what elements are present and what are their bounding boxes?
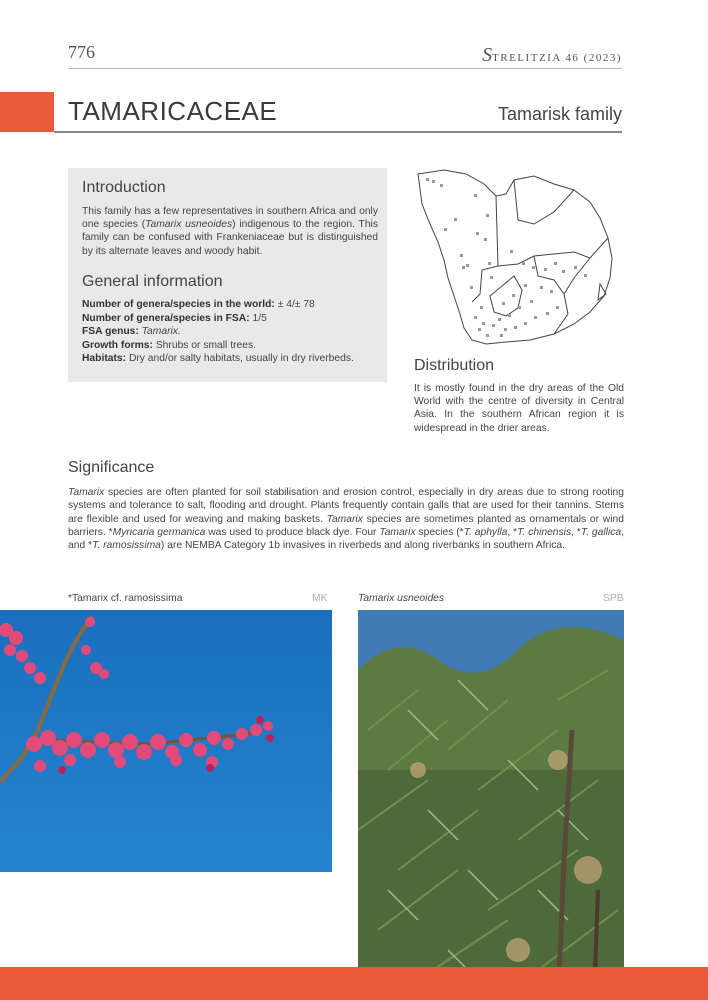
info-growth: Growth forms: Shrubs or small trees.	[82, 339, 256, 351]
tamarix-ramosissima-photo	[0, 610, 332, 872]
distribution-heading: Distribution	[414, 357, 495, 374]
general-info-heading: General information	[82, 273, 223, 290]
introduction-heading: Introduction	[82, 179, 166, 196]
family-title: TAMARICACEAE	[68, 96, 278, 126]
tamarix-usneoides-photo	[358, 610, 624, 1000]
distribution-text: It is mostly found in the dry areas of the Old World with the centre of diversity in Central Asia. In the southern African region it is widespread in the drier areas.	[414, 383, 624, 434]
general-info-list	[82, 298, 378, 366]
info-fsa: Number of genera/species in FSA: 1/5	[82, 312, 267, 324]
title-accent-block	[0, 92, 54, 132]
page-number: 776	[68, 42, 95, 62]
common-name: Tamarisk family	[497, 104, 622, 124]
journal-initial: S	[482, 44, 493, 66]
journal-issue: 46 (2023)	[565, 52, 622, 64]
photo-caption-1: *Tamarix cf. ramosissima	[68, 593, 183, 604]
info-genus: FSA genus: Tamarix.	[82, 326, 181, 338]
species-name: Tamarix usneoides	[145, 219, 233, 231]
journal-name	[482, 44, 622, 67]
photo-caption-2: Tamarix usneoides	[358, 593, 445, 604]
distribution-map	[414, 166, 624, 352]
info-world: Number of genera/species in the world: ± 4/± 78	[82, 299, 315, 310]
introduction-text: This family has a few representatives in southern Africa and only one species (Tamarix usneoides) indigenous to the region. This family can be confused with Frankeniaceae but is distinguished by its alternate leaves and woody habit.	[82, 206, 378, 257]
significance-heading: Significance	[68, 459, 155, 476]
photo-credit-1: MK	[312, 593, 328, 604]
significance-text: Tamarix species are often planted for soil stabilisation and erosion control, especially in dry areas due to strong rooting systems and tolerance to salt, flooding and drought. Plants frequently contain galls that are used for their tannins. Stems are flexible and used for weaving and making baskets. Tamarix species are sometimes planted as ornamentals or wind barriers. *Myricaria germanica was used to produce black dye. Four Tamarix species (*T. aphylla, *T. chinensis, *T. gallica, and *T. ramosissima) are NEMBA Category 1b invasives in riverbeds and along riverbanks in southern Africa.	[68, 487, 624, 552]
info-habitats: Habitats: Dry and/or salty habitats, usually in dry riverbeds.	[82, 353, 354, 365]
title-rule	[54, 131, 622, 133]
header-rule	[68, 68, 622, 69]
journal-rest: TRELITZIA	[492, 52, 562, 64]
photo-credit-2: SPB	[603, 593, 624, 604]
footer-accent-bar	[0, 967, 708, 1000]
